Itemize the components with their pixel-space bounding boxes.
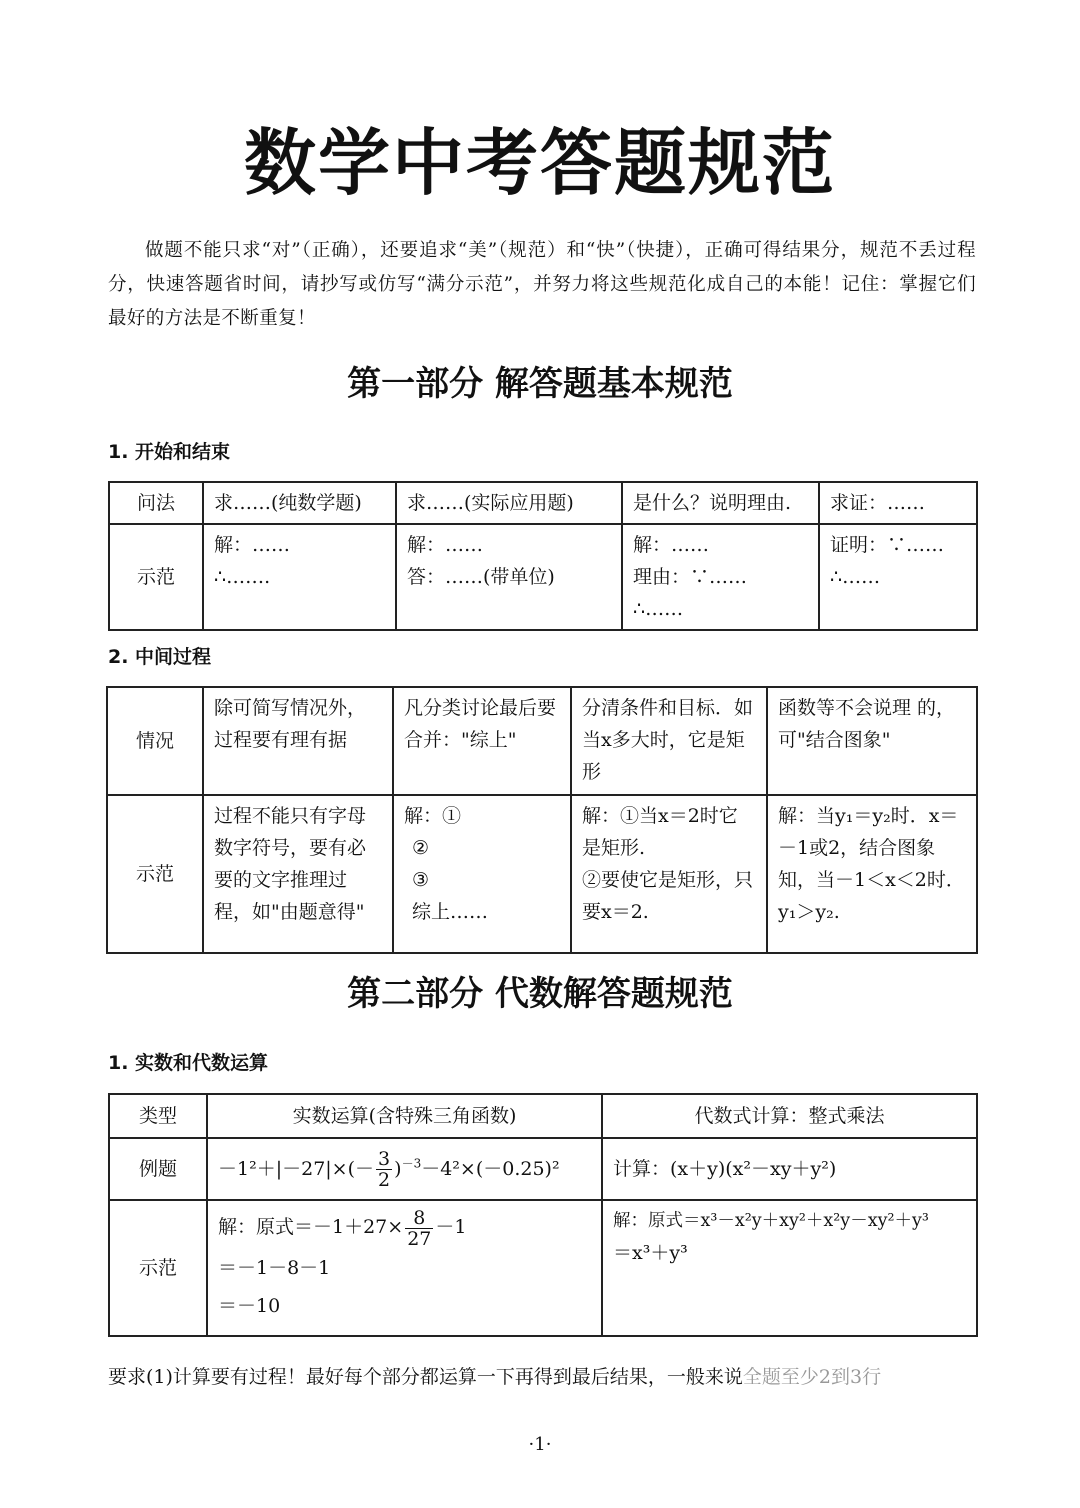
demo-frac-num: 8	[405, 1208, 433, 1229]
situation-3: 分清条件和目标．如当x多大时，它是矩形	[571, 687, 767, 795]
part1-sec2-title: 2. 中间过程	[108, 646, 212, 668]
example-real-expr: －1²＋|－27|×(－ $\frac{3}{2}$ )$^{-3}$－4²×(－0.25)²	[218, 1148, 560, 1192]
requirement-main: 要求(1)计算要有过程！最好每个部分都运算一下再得到最后结果，一般来说	[108, 1366, 743, 1388]
demo2-line2: 答：……(带单位)	[407, 566, 555, 588]
demo3-line1: 解：……	[633, 534, 710, 556]
cell-q2: 求……(实际应用题)	[396, 482, 622, 524]
algebra-table	[108, 1093, 978, 1337]
demo-algebra	[602, 1200, 977, 1336]
part2-title: 第二部分 代数解答题规范	[347, 974, 733, 1014]
requirement-faded: 全题至少2到3行	[742, 1366, 882, 1388]
demo-real-l1b: －1	[435, 1216, 467, 1238]
demo-real-line1	[218, 1205, 591, 1249]
situation-1: 除可简写情况外，过程要有理有据	[203, 687, 393, 795]
expr-part-b: －4²×(－0.25)²	[421, 1157, 560, 1180]
head-type: 类型	[109, 1094, 207, 1138]
demo-algebra-line2: ＝x³＋y³	[613, 1242, 688, 1264]
expr-fraction	[376, 1149, 392, 1190]
example-real	[207, 1138, 602, 1200]
example-algebra: 计算：(x＋y)(x²－xy＋y²)	[602, 1138, 977, 1200]
cond-line1: 解：①当x＝2时它是矩形.	[582, 805, 738, 859]
demo4-line2: ∴……	[830, 566, 881, 588]
cell-q4: 求证：……	[819, 482, 977, 524]
cell-demo2	[396, 524, 622, 630]
process-table	[106, 686, 978, 954]
demo3-line2: 理由：∵……	[633, 566, 748, 588]
demo1-line2: ∴…….	[214, 566, 271, 588]
start-end-table	[108, 481, 978, 631]
demo-real-fraction	[405, 1208, 433, 1249]
demo3-line3: ∴……	[633, 598, 684, 620]
cell-shifan: 示范	[109, 524, 203, 630]
demo-real-line2: ＝－1－8－1	[218, 1257, 331, 1279]
demo-real-l1a: 解：原式＝－1＋27×	[218, 1216, 404, 1238]
process-demo-2	[393, 795, 571, 953]
case-line4: 综上……	[412, 901, 489, 923]
cond-line2: ②要使它是矩形，只要x＝2.	[582, 869, 754, 923]
situation-4: 函数等不会说理 的，可"结合图象"	[767, 687, 977, 795]
cell-shifan-2: 示范	[107, 795, 203, 953]
expr-neg: －	[355, 1157, 375, 1180]
cell-demo1	[203, 524, 396, 630]
situation-2: 凡分类讨论最后要合并："综上"	[393, 687, 571, 795]
part2-sec1-title: 1. 实数和代数运算	[108, 1052, 269, 1074]
cell-demo-label: 示范	[109, 1200, 207, 1336]
expr-frac-num: 3	[378, 1148, 391, 1171]
expr-frac-den: 2	[378, 1169, 391, 1192]
expr-part-a: －1²＋|－27|×	[218, 1157, 348, 1180]
process-demo-1: 过程不能只有字母数字符号，要有必要的文字推理过程，如"由题意得"	[203, 795, 393, 953]
case-line2: ②	[412, 837, 430, 859]
process-demo-4: 解：当y₁＝y₂时．x＝－1或2，结合图象知，当－1＜x＜2时．y₁＞y₂.	[767, 795, 977, 953]
cell-q3: 是什么？说明理由.	[622, 482, 819, 524]
demo4-line1: 证明：∵……	[830, 534, 945, 556]
case-line1: 解：①	[404, 805, 462, 827]
part1-title: 第一部分 解答题基本规范	[347, 364, 733, 404]
case-line3: ③	[412, 869, 430, 891]
demo-real-line3: ＝－10	[218, 1295, 281, 1317]
demo1-line1: 解：……	[214, 534, 291, 556]
demo2-line1: 解：……	[407, 534, 484, 556]
expr-exponent: －3	[401, 1156, 422, 1171]
cell-q1: 求……(纯数学题)	[203, 482, 396, 524]
demo-real	[207, 1200, 602, 1336]
requirement-text	[108, 1362, 988, 1392]
part1-sec1-title: 1. 开始和结束	[108, 441, 231, 463]
cell-example-label: 例题	[109, 1138, 207, 1200]
intro-paragraph: 做题不能只求“对”（正确），还要追求“美”（规范）和“快”（快捷），正确可得结果分，规范不丢过程分，快速答题省时间，请抄写或仿写“满分示范”，并努力将这些规范化成自己的本能！记住：掌握它们最好的方法是不断重复！	[108, 240, 976, 329]
cell-demo3	[622, 524, 819, 630]
page-title: 数学中考答题规范	[243, 121, 836, 205]
cell-qingkuang: 情况	[107, 687, 203, 795]
demo-algebra-line1: 解：原式＝x³－x²y＋xy²＋x²y－xy²＋y³	[613, 1211, 929, 1231]
cell-demo4	[819, 524, 977, 630]
head-algebra: 代数式计算：整式乘法	[602, 1094, 977, 1138]
process-demo-3	[571, 795, 767, 953]
cell-wenfa: 问法	[109, 482, 203, 524]
head-real: 实数运算(含特殊三角函数)	[207, 1094, 602, 1138]
page-number: ·1·	[528, 1434, 552, 1455]
demo-frac-den: 27	[407, 1227, 432, 1250]
